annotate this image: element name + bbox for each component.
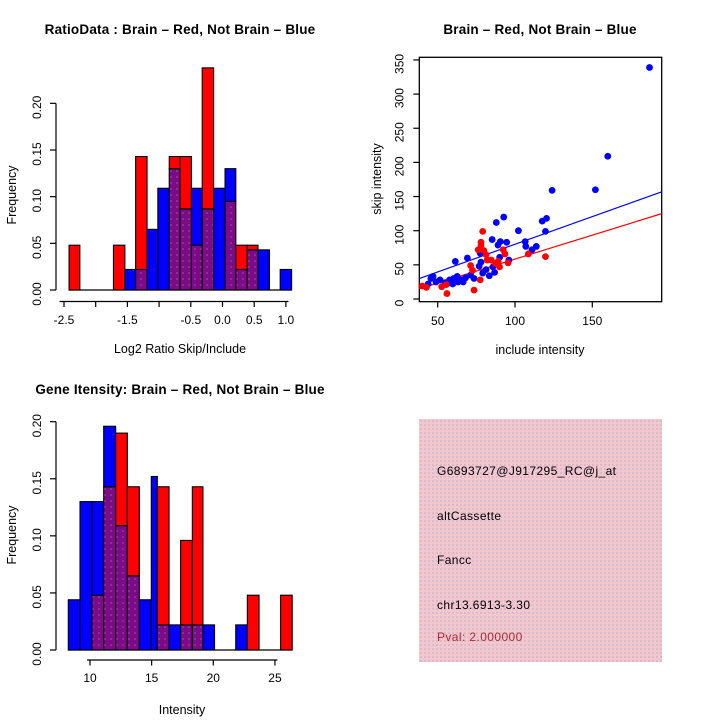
x-tick-label: 150 — [582, 314, 603, 328]
y-tick-label: 0 — [392, 299, 407, 307]
y-tick-label: 0.20 — [30, 414, 44, 438]
y-tick-label: 250 — [392, 122, 407, 143]
scatter-point-blue — [464, 255, 471, 262]
hist-bar-segment-purple — [104, 487, 116, 650]
y-tick-label: 300 — [392, 88, 407, 109]
hist-bar-segment-red — [127, 487, 139, 576]
hist-bar-segment-red — [236, 245, 247, 269]
x-tick-label: -1.5 — [117, 313, 138, 327]
x-tick-label: 20 — [206, 671, 220, 685]
hist-bar-segment-blue — [125, 269, 136, 290]
hist-bar-segment-purple — [191, 245, 202, 290]
hist-bar-segment-purple — [202, 209, 213, 290]
scatter-point-blue — [515, 227, 522, 234]
hist-bar-segment-blue — [151, 476, 157, 650]
ratio-histogram-xlabel: Log2 Ratio Skip/Include — [113, 342, 247, 356]
x-tick-label: 15 — [144, 671, 159, 685]
scatter-point-blue — [460, 279, 467, 286]
probe-id-text: G6893727@J917295_RC@j_at — [437, 464, 617, 478]
x-tick-label: 10 — [83, 671, 97, 685]
hist-bar-segment-red — [157, 487, 169, 625]
hist-bar-segment-purple — [236, 269, 247, 290]
y-tick-label: 0.00 — [30, 282, 44, 306]
hist-bar-segment-red — [69, 245, 80, 290]
scatter-point-blue — [430, 273, 437, 280]
scatter-point-red — [502, 251, 509, 258]
y-tick-label: 0.05 — [30, 585, 44, 609]
hist-bar-segment-blue — [236, 625, 248, 650]
chromosome-location-text: chr13.6913-3.30 — [437, 598, 531, 612]
hist-bar-segment-purple — [92, 595, 104, 650]
x-tick-label: 1.0 — [277, 313, 295, 327]
scatter-point-blue — [592, 186, 599, 193]
x-tick-label: -0.5 — [180, 313, 202, 327]
hist-bar-segment-red — [181, 540, 193, 624]
scatter-point-red — [477, 276, 484, 283]
pval-text: Pval: 2.000000 — [437, 630, 523, 644]
hist-bar-segment-red — [116, 433, 128, 525]
hist-bar-segment-blue — [139, 600, 151, 650]
y-tick-label: 0.20 — [30, 95, 44, 120]
hist-bar-segment-purple — [127, 576, 139, 650]
hist-bar-segment-red — [169, 157, 180, 169]
hist-bar-segment-purple — [225, 201, 236, 290]
y-tick-label: 0.10 — [30, 188, 44, 213]
x-tick-label: -2.5 — [53, 313, 75, 327]
scatter-point-red — [496, 263, 503, 270]
hist-bar-segment-blue — [80, 502, 92, 650]
scatter-point-red — [525, 251, 532, 258]
gene-name-text: Fancc — [437, 553, 472, 567]
y-tick-label: 100 — [392, 224, 407, 245]
scatter-ylabel: skip intensity — [370, 143, 384, 215]
scatter-point-blue — [500, 214, 507, 221]
gene-histogram-xlabel: Intensity — [158, 703, 206, 717]
scatter-point-blue — [646, 64, 653, 71]
scatter-point-blue — [471, 275, 478, 282]
y-tick-label: 200 — [392, 156, 407, 177]
hist-bar-segment-purple — [247, 250, 258, 290]
hist-bar-segment-blue — [214, 188, 225, 290]
hist-bar-segment-blue — [191, 188, 202, 245]
hist-bar-segment-purple — [192, 625, 203, 650]
scatter-point-blue — [486, 272, 493, 279]
hist-bar-segment-red — [247, 595, 259, 650]
ratio-histogram-title: RatioData : Brain – Red, Not Brain – Blue — [44, 22, 316, 37]
hist-bar-segment-red — [192, 487, 203, 625]
y-tick-label: 50 — [392, 262, 407, 276]
hist-bar-segment-red — [180, 157, 191, 209]
scatter-point-blue — [495, 242, 502, 249]
hist-bar-segment-red — [136, 157, 147, 270]
scatter-xlabel: include intensity — [495, 343, 585, 357]
scatter-point-red — [542, 253, 549, 260]
scatter-point-red — [478, 239, 485, 246]
scatter-point-blue — [533, 243, 540, 250]
scatter-point-blue — [503, 239, 510, 246]
x-tick-label: 25 — [268, 671, 282, 685]
hist-bar-segment-purple — [169, 169, 180, 290]
hist-bar-segment-blue — [225, 169, 236, 202]
hist-bar-segment-purple — [157, 625, 169, 650]
hist-bar-segment-purple — [180, 209, 191, 290]
hist-bar-segment-blue — [68, 600, 80, 650]
scatter-point-blue — [522, 243, 529, 250]
y-tick-label: 150 — [392, 190, 407, 211]
scatter-point-blue — [543, 215, 550, 222]
y-tick-label: 0.10 — [30, 528, 44, 552]
scatter-point-red — [467, 262, 474, 269]
hist-bar-segment-blue — [147, 229, 158, 290]
x-tick-label: 0.5 — [245, 313, 263, 327]
x-tick-label: 0.0 — [214, 313, 231, 327]
scatter-point-blue — [549, 187, 556, 194]
scatter-point-red — [484, 257, 491, 264]
y-tick-label: 0.00 — [30, 642, 44, 666]
regression-line-blue — [419, 192, 661, 279]
hist-bar-segment-purple — [181, 625, 193, 650]
y-tick-label: 0.05 — [30, 235, 44, 260]
hist-bar-segment-blue — [258, 250, 269, 290]
hist-bar-segment-blue — [169, 625, 181, 650]
scatter-point-red — [505, 259, 512, 266]
y-tick-label: 350 — [392, 53, 407, 74]
hist-bar-segment-purple — [116, 526, 128, 650]
x-tick-label: 100 — [504, 314, 526, 328]
y-tick-label: 0.15 — [30, 142, 44, 166]
hist-bar-segment-red — [247, 245, 258, 250]
splice-event-text: altCassette — [437, 509, 502, 523]
scatter-title: Brain – Red, Not Brain – Blue — [443, 22, 637, 37]
hist-bar-segment-red — [113, 245, 124, 290]
scatter-point-blue — [604, 153, 611, 160]
scatter-point-blue — [483, 266, 490, 273]
gene-histogram-title: Gene Itensity: Brain – Red, Not Brain – Blue — [35, 382, 325, 397]
hist-bar-segment-blue — [92, 502, 104, 596]
scatter-point-blue — [452, 258, 459, 265]
gene-histogram-ylabel: Frequency — [5, 505, 19, 565]
hist-bar-segment-blue — [280, 269, 291, 290]
scatter-point-red — [479, 228, 486, 235]
scatter-point-red — [423, 284, 430, 291]
scatter-point-blue — [454, 273, 461, 280]
scatter-point-red — [443, 281, 450, 288]
hist-bar-segment-red — [281, 595, 293, 650]
ratio-histogram-ylabel: Frequency — [5, 165, 19, 225]
scatter-point-red — [471, 287, 478, 294]
scatter-point-blue — [478, 259, 485, 266]
hist-bar-segment-red — [202, 68, 213, 209]
hist-bar-segment-blue — [104, 426, 116, 486]
scatter-point-red — [444, 290, 451, 297]
hist-bar-segment-purple — [136, 269, 147, 290]
x-tick-label: 50 — [431, 314, 445, 328]
hist-bar-segment-blue — [203, 625, 215, 650]
hist-bar-segment-blue — [158, 188, 169, 290]
scatter-point-blue — [489, 236, 496, 243]
scatter-point-blue — [493, 219, 500, 226]
scatter-point-blue — [542, 228, 549, 235]
info-panel — [419, 419, 662, 662]
y-tick-label: 0.15 — [30, 471, 44, 495]
